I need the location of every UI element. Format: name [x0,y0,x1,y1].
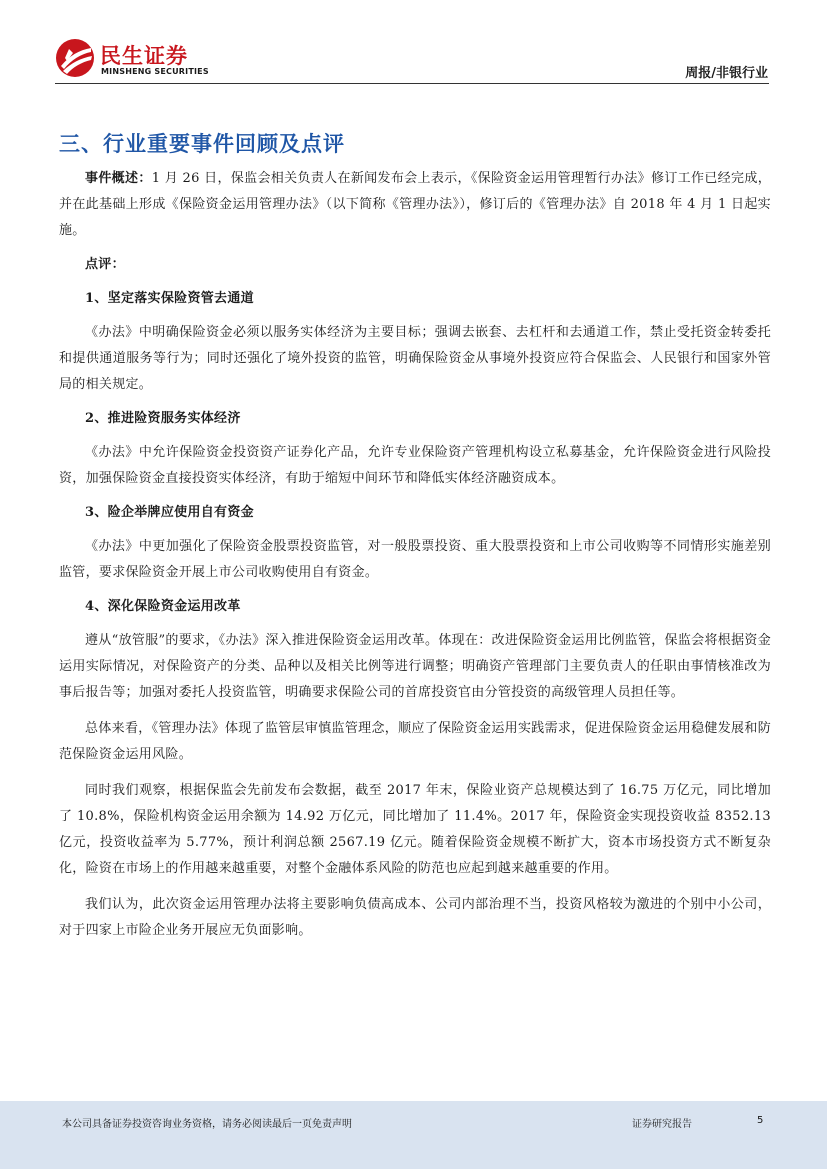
point-text-1: 《办法》中明确保险资金必须以服务实体经济为主要目标；强调去嵌套、去杠杆和去通道工作，禁止受托资金转委托和提供通道服务等行为；同时还强化了境外投资的监管，明确保险资金从事境外投资应符合保监会、人民银行和国家外管局的相关规定。 [59,325,771,392]
summary-paragraph: 总体来看，《管理办法》体现了监管层审慎监管理念，顺应了保险资金运用实践需求，促进保险资金运用稳健发展和防范保险资金运用风险。 [59,721,771,762]
minsheng-logo-icon [55,38,95,78]
point-heading-1: 1、坚定落实保险资管去通道 [85,291,254,306]
logo-english-name: MINSHENG SECURITIES [101,67,209,76]
event-summary-label: 事件概述： [85,171,152,186]
comment-label: 点评： [85,257,125,272]
logo-chinese-name: 民生证券 [100,44,188,68]
section-title: 三、行业重要事件回顾及点评 [59,132,345,156]
event-summary-text: 1 月 26 日，保监会相关负责人在新闻发布会上表示，《保险资金运用管理暂行办法》修订工作已经完成，并在此基础上形成《保险资金运用管理办法》（以下简称《管理办法》），修订后的《管理办法》自 2018 年 4 月 1 日起实施。 [59,171,771,238]
point-heading-2: 2、推进险资服务实体经济 [85,411,241,426]
footer-doc-type: 证券研究报告 [632,1119,692,1130]
point-heading-4: 4、深化保险资金运用改革 [85,599,241,614]
event-summary [59,166,771,244]
header-divider [55,83,769,84]
footer-disclaimer: 本公司具备证券投资咨询业务资格，请务必阅读最后一页免责声明 [62,1119,352,1130]
point-heading-3: 3、险企举牌应使用自有资金 [85,505,254,520]
point-text-2: 《办法》中允许保险资金投资资产证券化产品，允许专业保险资产管理机构设立私募基金，允许保险资金进行风险投资，加强保险资金直接投资实体经济，有助于缩短中间环节和降低实体经济融资成本。 [59,445,771,486]
report-body [59,166,771,944]
point-text-4: 遵从“放管服”的要求，《办法》深入推进保险资金运用改革。体现在：改进保险资金运用比例监管，保监会将根据资金运用实际情况，对保险资产的分类、品种以及相关比例等进行调整；明确资产管理部门主要负责人的任职由事情核准改为事后报告等；加强对委托人投资监管，明确要求保险公司的首席投资官由分管投资的高级管理人员担任等。 [59,633,771,700]
page-footer [0,1101,827,1169]
data-observation-paragraph: 同时我们观察，根据保监会先前发布会数据，截至 2017 年末，保险业资产总规模达到了 16.75 万亿元，同比增加了 10.8%，保险机构资金运用余额为 14.92 万亿元，同比增加了 11.4%。2017 年，保险资金实现投资收益 8352.13 亿元，投资收益率为 5.77%，预计利润总额 2567.19 亿元。随着保险资金规模不断扩大，资本市场投资方式不断复杂化，险资在市场上的作用越来越重要，对整个金融体系风险的防范也应起到越来越重要的作用。 [59,783,771,876]
point-text-3: 《办法》中更加强化了保险资金股票投资监管，对一般股票投资、重大股票投资和上市公司收购等不同情形实施差别监管，要求保险资金开展上市公司收购使用自有资金。 [59,539,771,580]
page-header [0,0,827,90]
page-number: 5 [757,1115,764,1126]
report-category-tag: 周报/非银行业 [685,66,768,81]
conclusion-paragraph: 我们认为，此次资金运用管理办法将主要影响负债高成本、公司内部治理不当，投资风格较为激进的个别中小公司，对于四家上市险企业务开展应无负面影响。 [59,897,771,938]
